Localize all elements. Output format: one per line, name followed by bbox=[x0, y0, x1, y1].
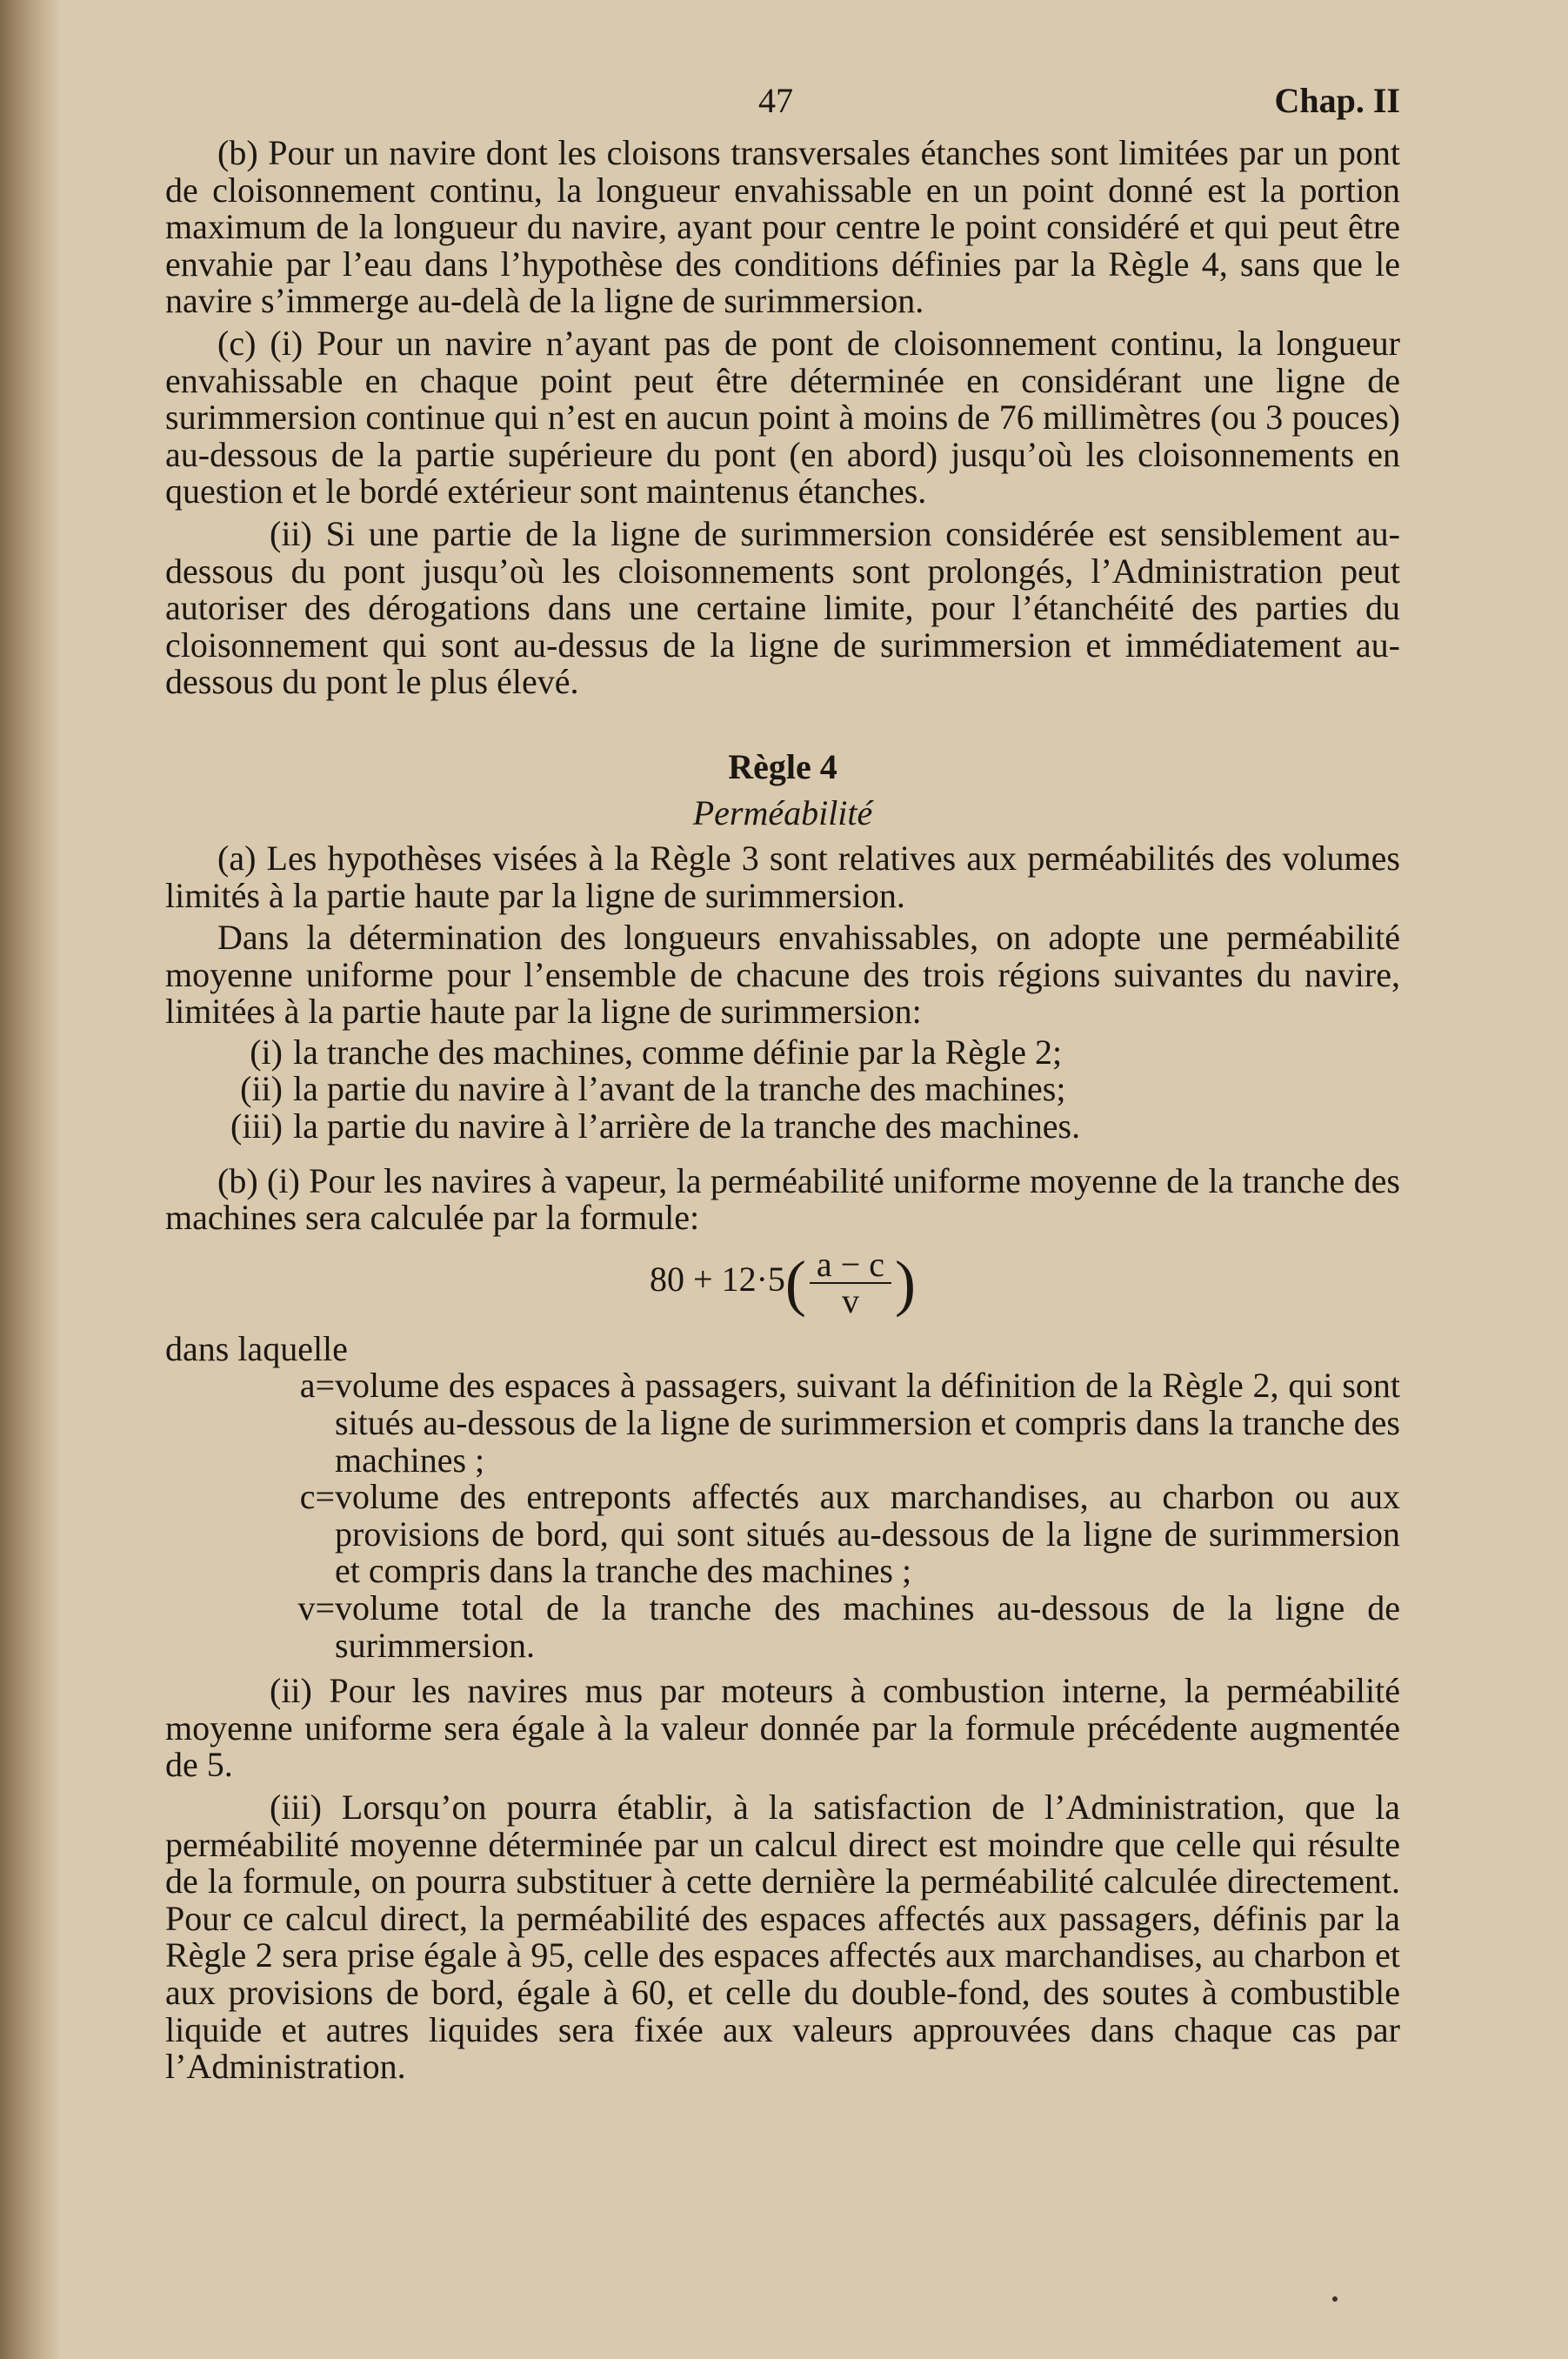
list-item-label: (i) bbox=[250, 1032, 283, 1072]
definition-symbol: v= bbox=[297, 1588, 335, 1627]
dans-laquelle-label: dans laquelle bbox=[165, 1328, 348, 1368]
rule-heading bbox=[165, 743, 1400, 835]
list-item-text: la partie du navire à l’arrière de la tranche des machines. bbox=[293, 1106, 1081, 1146]
paragraph-b: (b) Pour un navire dont les cloisons transversales étanches sont limitées par un pont de cloisonnement continu, la longueur envahissable en un point donné est la portion maximum de la longueur du navire, ayant pour centre le point considéré et qui peut être envahie par l’eau dans l’hypothèse des conditions définies par la Règle 4, sans que le navire s’immerge au-delà de la ligne de surimmersion. bbox=[165, 133, 1400, 321]
variable-definitions bbox=[165, 1367, 1400, 1664]
definition-item bbox=[165, 1590, 1400, 1664]
list-item-label: (ii) bbox=[240, 1069, 283, 1109]
formula-lead: 80 + 12·5 bbox=[650, 1260, 785, 1300]
ink-speck bbox=[1332, 2296, 1338, 2302]
paragraph-b-iii: (iii) Lorsqu’on pourra établir, à la satisfaction de l’Administration, que la perméabilité moyenne déterminée par un calcul direct est moindre que celle qui résulte de la formule, on pourra substituer à cette dernière la perméabilité calculée directement. Pour ce calcul direct, la perméabilité des espaces affectés aux passagers, définis par la Règle 2 sera prise égale à 95, celle des espaces affectés aux marchandises, au charbon et aux provisions de bord, égale à 60, et celle du double-fond, des soutes à combustible liquide et autres liquides sera fixée aux valeurs approuvées dans chaque cas par l’Administration. bbox=[165, 1787, 1400, 2087]
definition-symbol: c= bbox=[299, 1477, 335, 1517]
rule-title: Règle 4 bbox=[728, 746, 837, 786]
list-item-text: la tranche des machines, comme définie par la Règle 2; bbox=[293, 1032, 1063, 1072]
regions-list bbox=[165, 1034, 1400, 1146]
chapter-label: Chap. II bbox=[1274, 81, 1400, 120]
page-header bbox=[165, 74, 1400, 135]
permeability-formula bbox=[165, 1244, 1400, 1320]
definition-item bbox=[165, 1479, 1400, 1590]
formula-close-paren: ) bbox=[894, 1247, 916, 1318]
book-spine-shadow bbox=[0, 0, 61, 2359]
rule-subtitle: Perméabilité bbox=[692, 792, 873, 832]
list-item-label: (iii) bbox=[230, 1106, 283, 1146]
definition-text: volume des entreponts affectés aux marchandises, au charbon ou aux provisions de bord, qui sont situés au-dessous de la ligne de surimmersion et compris dans la tranche des machines ; bbox=[335, 1477, 1400, 1591]
paragraph-b-i: (b) (i) Pour les navires à vapeur, la perméabilité uniforme moyenne de la tranche des machines sera calculée par la formule: bbox=[165, 1160, 1400, 1238]
list-item bbox=[165, 1108, 1400, 1146]
definition-item bbox=[165, 1367, 1400, 1479]
formula-numerator: a − c bbox=[810, 1247, 891, 1284]
paragraph-c-i: (c) (i) Pour un navire n’ayant pas de pont de cloisonnement continu, la longueur envahissable en chaque point peut être déterminée en considérant une ligne de surimmersion continue qui n’est en aucun point à moins de 76 millimètres (ou 3 pouces) au-dessous de la partie supérieure du pont (en abord) jusqu’où les cloisonnements en question et le bordé extérieur sont maintenus étanches. bbox=[165, 323, 1400, 511]
list-item bbox=[165, 1071, 1400, 1108]
document-page bbox=[165, 74, 1400, 2086]
list-item-text: la partie du navire à l’avant de la tranche des machines; bbox=[293, 1069, 1066, 1109]
list-item bbox=[165, 1034, 1400, 1072]
definition-symbol: a= bbox=[299, 1366, 335, 1406]
definition-text: volume des espaces à passagers, suivant la définition de la Règle 2, qui sont situés au-dessous de la ligne de surimmersion et compris dans la tranche des machines ; bbox=[335, 1366, 1400, 1480]
paragraph-a-continued: Dans la détermination des longueurs envahissables, on adopte une perméabilité moyenne uniforme pour l’ensemble de chacune des trois régions suivantes du navire, limitées à la partie haute par la ligne de surimmersion: bbox=[165, 918, 1400, 1032]
formula-fraction bbox=[810, 1244, 891, 1320]
definition-text: volume total de la tranche des machines au-dessous de la ligne de surimmersion. bbox=[335, 1588, 1400, 1665]
formula-open-paren: ( bbox=[784, 1247, 806, 1318]
formula-denominator: v bbox=[841, 1280, 859, 1320]
paragraph-b-ii: (ii) Pour les navires mus par moteurs à combustion interne, la perméabilité moyenne uniforme sera égale à la valeur donnée par la formule précédente augmentée de 5. bbox=[165, 1671, 1400, 1785]
paragraph-c-ii: (ii) Si une partie de la ligne de surimmersion considérée est sensiblement au-dessous du pont jusqu’où les cloisonnements sont prolongés, l’Administration peut autoriser des dérogations dans une certaine limite, pour l’étanchéité des parties du cloisonnement qui sont au-dessus de la ligne de surimmersion et immédiatement au-dessous du pont le plus élevé. bbox=[165, 513, 1400, 702]
page-number: 47 bbox=[758, 81, 793, 120]
paragraph-a: (a) Les hypothèses visées à la Règle 3 sont relatives aux perméabilités des volumes limités à la partie haute par la ligne de surimmersion. bbox=[165, 838, 1400, 915]
